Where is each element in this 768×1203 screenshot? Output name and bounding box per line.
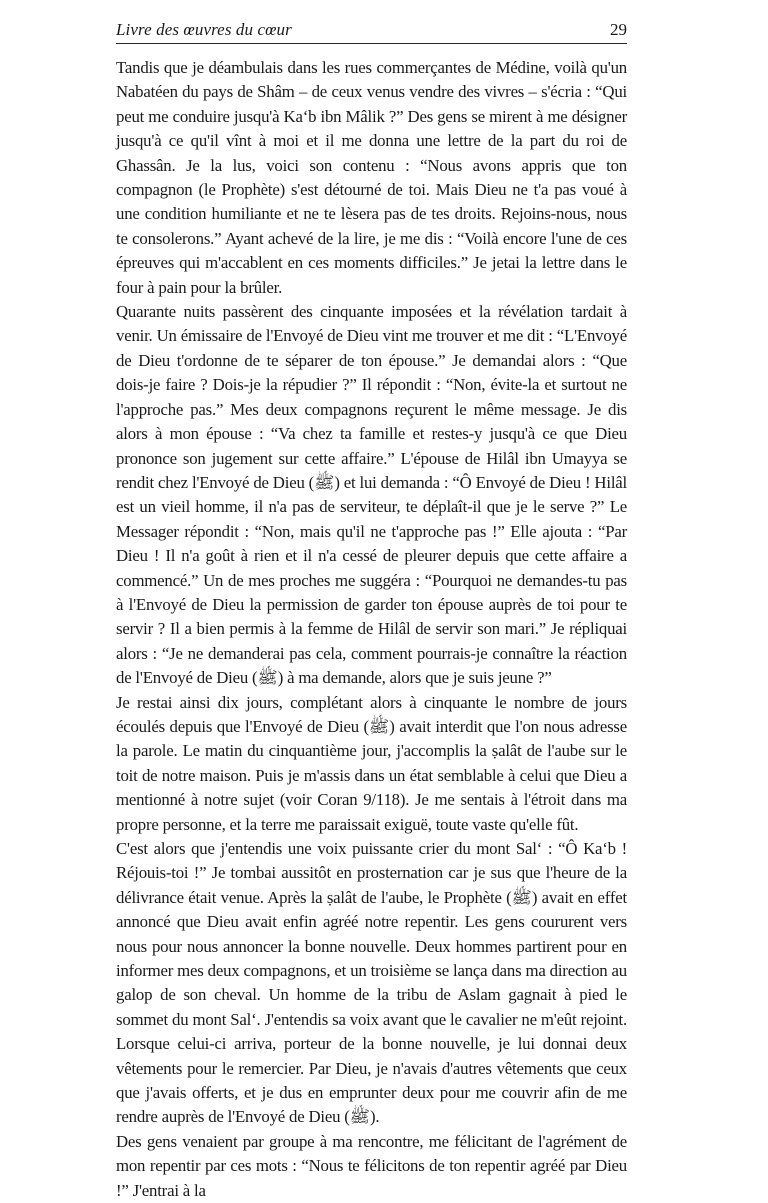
- paragraph: Tandis que je déambulais dans les rues commerçantes de Médine, voilà qu'un Nabatéen du pays de Shâm – de ceux venus vendre des vivres – s'écria : “Qui peut me conduire jusqu'à Ka‘b ibn Mâlik ?” Des gens se mirent à me désigner jusqu'à ce qu'il vînt à moi et il me donna une lettre de la part du roi de Ghassân. Je la lus, voici son contenu : “Nous avons appris que ton compagnon (le Prophète) s'est détourné de toi. Mais Dieu ne t'a pas voué à une condition humiliante et ne te lèsera pas de tes droits. Rejoins-nous, nous te consolerons.” Ayant achevé de la lire, je me dis : “Voilà encore l'une de ces épreuves qui m'accablent en ces moments difficiles.” Je jetai la lettre dans le four à pain pour la brûler.: [116, 58, 627, 297]
- body-text: [116, 56, 627, 1203]
- paragraph: Des gens venaient par groupe à ma rencontre, me félicitant de l'agrément de mon repentir par ces mots : “Nous te félicitons de ton repentir agréé par Dieu !” J'entrai à la: [116, 1131, 627, 1200]
- page-number: 29: [610, 20, 627, 39]
- paragraph: Quarante nuits passèrent des cinquante imposées et la révélation tardait à venir. Un émissaire de l'Envoyé de Dieu vint me trouver et me dit : “L'Envoyé de Dieu t'ordonne de te séparer de ton épouse.” Je demandai alors : “Que dois-je faire ? Dois-je la répudier ?” Il répondit : “Non, évite-la et surtout ne l'approche pas.” Mes deux compagnons reçurent le même message. Je dis alors à mon épouse : “Va chez ta famille et restes-y jusqu'à ce que Dieu prononce son jugement sur cette affaire.” L'épouse de Hilâl ibn Umayya se rendit chez l'Envoyé de Dieu (ﷺ) et lui demanda : “Ô Envoyé de Dieu ! Hilâl est un vieil homme, il n'a pas de serviteur, te déplaît-il que je le serve ?” Le Messager répondit : “Non, mais qu'il ne t'approche pas !” Elle ajouta : “Par Dieu ! Il n'a goût à rien et il n'a cessé de pleurer depuis que cette affaire a commencé.” Un de mes proches me suggéra : “Pourquoi ne demandes-tu pas à l'Envoyé de Dieu la permission de garder ton épouse auprès de toi pour te servir ? Il a bien permis à la femme de Hilâl de servir son mari.” Je répliquai alors : “Je ne demanderai pas cela, comment pourrais-je connaître la réaction de l'Envoyé de Dieu (ﷺ) à ma demande, alors que je suis jeune ?”: [116, 302, 627, 688]
- running-title: Livre des œuvres du cœur: [116, 20, 292, 39]
- running-header: [116, 14, 627, 44]
- paragraph: C'est alors que j'entendis une voix puissante crier du mont Sal‘ : “Ô Ka‘b ! Réjouis-toi !” Je tombai aussitôt en prosternation car je sus que l'heure de la délivrance était venue. Après la ṣalât de l'aube, le Prophète (ﷺ) avait en effet annoncé que Dieu avait enfin agréé notre repentir. Les gens coururent vers nous pour nous annoncer la bonne nouvelle. Deux hommes partirent pour en informer mes deux compagnons, et un troisième se lança dans ma direction au galop de son cheval. Un homme de la tribu de Aslam gagnait à pied le sommet du mont Sal‘. J'entendis sa voix avant que le cavalier ne m'eût rejoint. Lorsque celui-ci arriva, porteur de la bonne nouvelle, je lui donnai deux vêtements pour le remercier. Par Dieu, je n'avais d'autres vêtements que ceux que j'avais offerts, et je dus en emprunter deux pour me couvrir afin de me rendre auprès de l'Envoyé de Dieu (ﷺ).: [116, 839, 627, 1127]
- paragraph: Je restai ainsi dix jours, complétant alors à cinquante le nombre de jours écoulés depuis que l'Envoyé de Dieu (ﷺ) avait interdit que l'on nous adresse la parole. Le matin du cinquantième jour, j'accomplis la ṣalât de l'aube sur le toit de notre maison. Puis je m'assis dans un état semblable à celui que Dieu a mentionné à notre sujet (voir Coran 9/118). Je me sentais à l'étroit dans ma propre personne, et la terre me paraissait exiguë, toute vaste qu'elle fût.: [116, 692, 627, 834]
